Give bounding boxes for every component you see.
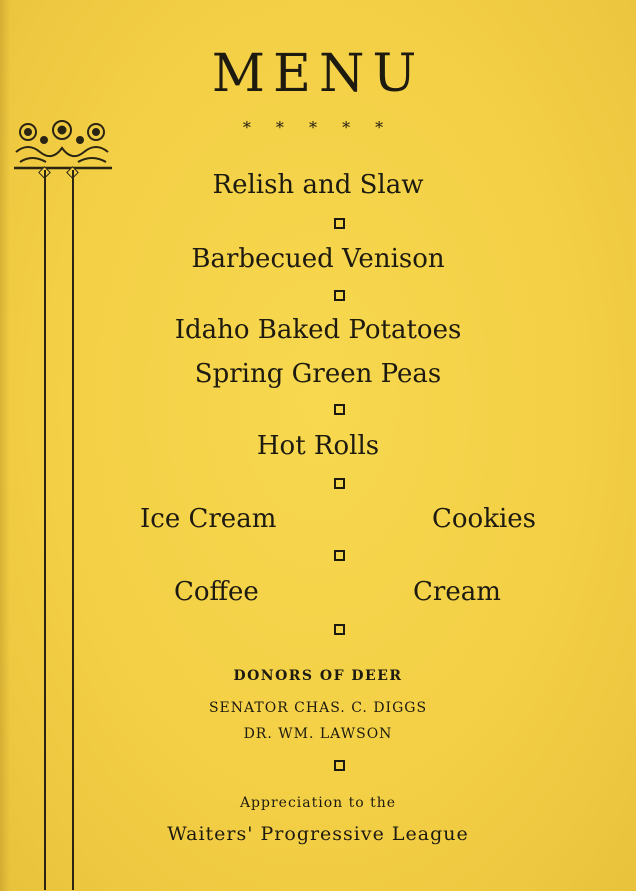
square-separator [334,218,345,229]
vertical-rule-right [72,170,74,890]
square-separator [334,760,345,771]
donors-heading: DONORS OF DEER [233,668,403,684]
league-name: Waiters' Progressive League [167,823,469,845]
menu-item-venison: Barbecued Venison [191,244,445,274]
menu-item-peas: Spring Green Peas [194,359,442,389]
menu-item-ice-cream: Ice Cream [140,504,277,534]
donor-name: SENATOR CHAS. C. DIGGS [208,700,428,716]
square-separator [334,290,345,301]
title-stars: * * * * * [242,118,394,137]
square-separator [334,550,345,561]
menu-item-rolls: Hot Rolls [256,431,380,461]
menu-title: MENU [211,44,425,104]
square-separator [334,404,345,415]
appreciation-text: Appreciation to the [239,795,397,811]
menu-item-coffee: Coffee [174,577,259,607]
square-separator [334,624,345,635]
menu-item-potatoes: Idaho Baked Potatoes [174,315,462,345]
square-separator [334,478,345,489]
menu-item-cookies: Cookies [432,504,536,534]
donor-name: DR. WM. LAWSON [243,726,393,742]
menu-item-relish: Relish and Slaw [212,170,424,200]
vertical-rule-left [44,170,46,890]
menu-item-cream: Cream [413,577,501,607]
